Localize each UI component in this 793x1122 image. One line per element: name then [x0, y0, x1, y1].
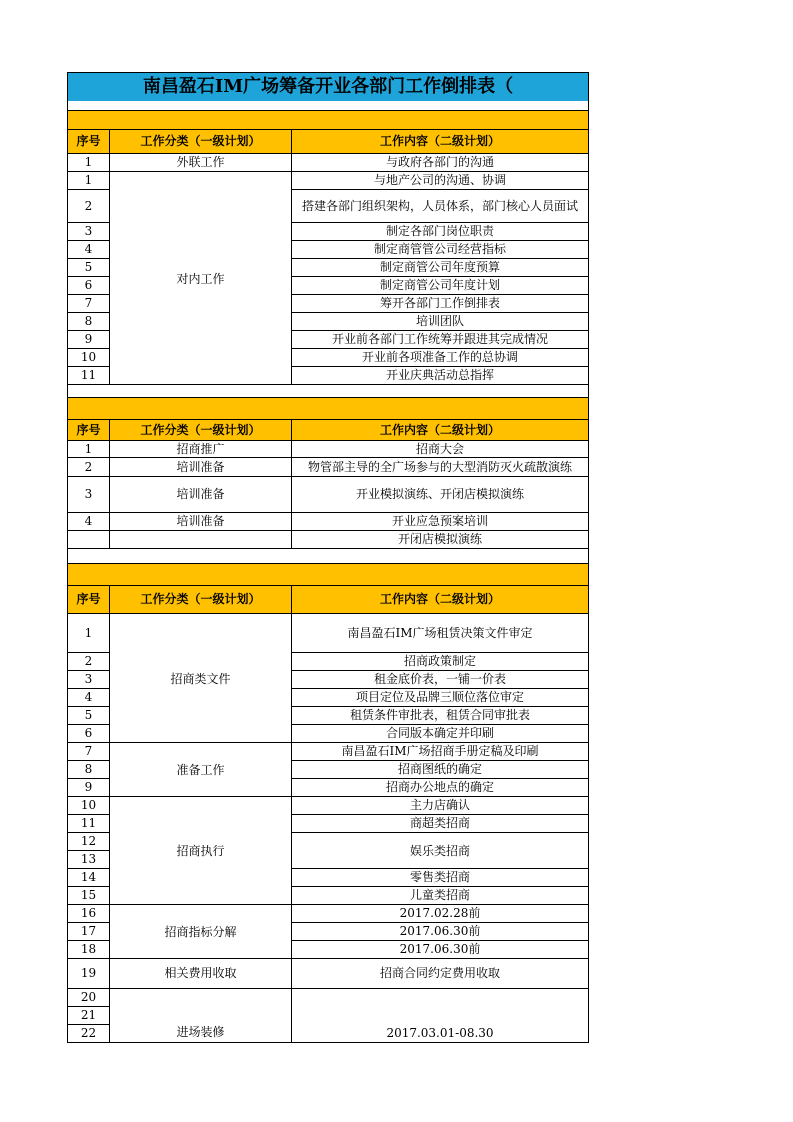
table-row: [67, 959, 589, 989]
table-row: [67, 154, 589, 172]
sheet-title: 南昌盈石IM广场筹备开业各部门工作倒排表（: [67, 72, 589, 101]
header-content: 工作内容（二级计划）: [291, 130, 589, 154]
row-content: 2017.06.30前: [291, 923, 589, 941]
section-band: [67, 398, 589, 420]
row-number: 6: [67, 277, 109, 295]
merged-category-cell: 进场装修: [109, 989, 291, 1043]
row-content: 搭建各部门组织架构，人员体系，部门核心人员面试: [291, 190, 589, 223]
row-content: 项目定位及品牌三顺位落位审定: [291, 689, 589, 707]
table-row: [67, 513, 589, 531]
header-content: 工作内容（二级计划）: [291, 586, 589, 614]
row-number: 5: [67, 259, 109, 277]
row-category: [109, 531, 291, 549]
row-number: 4: [67, 241, 109, 259]
row-content: 招商大会: [291, 441, 589, 458]
row-number: 9: [67, 331, 109, 349]
row-number: 7: [67, 743, 109, 761]
row-content: 物管部主导的全广场参与的大型消防灭火疏散演练: [291, 458, 589, 477]
row-number: 22: [67, 1025, 109, 1043]
row-number: 15: [67, 887, 109, 905]
row-content: 租赁条件审批表，租赁合同审批表: [291, 707, 589, 725]
row-number: 16: [67, 905, 109, 923]
merged-content-cell: 娱乐类招商: [291, 833, 589, 869]
row-content: 开业应急预案培训: [291, 513, 589, 531]
row-number: 2: [67, 458, 109, 477]
row-number: 6: [67, 725, 109, 743]
row-number: 4: [67, 513, 109, 531]
row-content: 2017.06.30前: [291, 941, 589, 959]
row-content: 制定商管管公司经营指标: [291, 241, 589, 259]
row-number: 4: [67, 689, 109, 707]
table-row: [67, 531, 589, 549]
row-number: 20: [67, 989, 109, 1007]
merged-category-cell: 招商类文件: [109, 614, 291, 743]
header-row: [67, 420, 589, 441]
row-number: 2: [67, 190, 109, 223]
row-number: 5: [67, 707, 109, 725]
row-content: 商超类招商: [291, 815, 589, 833]
row-content: 招商政策制定: [291, 653, 589, 671]
worksheet: [67, 72, 589, 1043]
row-content: 2017.02.28前: [291, 905, 589, 923]
section-1: [67, 154, 589, 385]
merged-category-cell: 招商指标分解: [109, 905, 291, 959]
row-number: 2: [67, 653, 109, 671]
section-band: [67, 564, 589, 586]
row-number: 1: [67, 172, 109, 190]
row-content: 与政府各部门的沟通: [291, 154, 589, 172]
row-number: 11: [67, 815, 109, 833]
row-content: 培训团队: [291, 313, 589, 331]
row-number: 10: [67, 797, 109, 815]
row-content: 零售类招商: [291, 869, 589, 887]
table-row: [67, 458, 589, 477]
row-content: 开业前各项准备工作的总协调: [291, 349, 589, 367]
blank-row: [67, 549, 589, 564]
row-category: 培训准备: [109, 513, 291, 531]
row-number: 11: [67, 367, 109, 385]
row-number: 14: [67, 869, 109, 887]
table-row: [67, 441, 589, 458]
row-number: 7: [67, 295, 109, 313]
row-number: 3: [67, 223, 109, 241]
header-no: 序号: [67, 586, 109, 614]
row-content: 招商合同约定费用收取: [291, 959, 589, 989]
row-content: 开业庆典活动总指挥: [291, 367, 589, 385]
row-category: 招商推广: [109, 441, 291, 458]
row-content: 筹开各部门工作倒排表: [291, 295, 589, 313]
merged-content-cell: 2017.03.01-08.30: [291, 989, 589, 1043]
section-3: [67, 614, 589, 1043]
row-content: 招商图纸的确定: [291, 761, 589, 779]
row-content: 与地产公司的沟通、协调: [291, 172, 589, 190]
blank-row: [67, 101, 589, 111]
row-content: 主力店确认: [291, 797, 589, 815]
header-row: [67, 130, 589, 154]
row-number: [67, 531, 109, 549]
row-content: 招商办公地点的确定: [291, 779, 589, 797]
row-number: 21: [67, 1007, 109, 1025]
row-number: 1: [67, 154, 109, 172]
row-number: 12: [67, 833, 109, 851]
row-content: 开业模拟演练、开闭店模拟演练: [291, 477, 589, 513]
section-2: [67, 441, 589, 549]
row-number: 10: [67, 349, 109, 367]
row-number: 13: [67, 851, 109, 869]
merged-category-cell: 准备工作: [109, 743, 291, 797]
row-number: 19: [67, 959, 109, 989]
row-content: 开业前各部门工作统筹并跟进其完成情况: [291, 331, 589, 349]
row-category: 外联工作: [109, 154, 291, 172]
header-content: 工作内容（二级计划）: [291, 420, 589, 441]
header-category: 工作分类（一级计划）: [109, 586, 291, 614]
row-number: 17: [67, 923, 109, 941]
merged-category-cell: 招商执行: [109, 797, 291, 905]
row-number: 3: [67, 477, 109, 513]
blank-row: [67, 385, 589, 398]
header-no: 序号: [67, 420, 109, 441]
row-number: 8: [67, 761, 109, 779]
row-category: 相关费用收取: [109, 959, 291, 989]
row-number: 8: [67, 313, 109, 331]
row-content: 合同版本确定并印刷: [291, 725, 589, 743]
row-content: 开闭店模拟演练: [291, 531, 589, 549]
header-category: 工作分类（一级计划）: [109, 130, 291, 154]
table-row: [67, 477, 589, 513]
row-content: 儿童类招商: [291, 887, 589, 905]
row-content: 制定各部门岗位职责: [291, 223, 589, 241]
row-content: 制定商管公司年度预算: [291, 259, 589, 277]
row-content: 南昌盈石IM广场租赁决策文件审定: [291, 614, 589, 653]
row-content: 南昌盈石IM广场招商手册定稿及印刷: [291, 743, 589, 761]
row-number: 18: [67, 941, 109, 959]
row-category: 培训准备: [109, 477, 291, 513]
row-number: 1: [67, 441, 109, 458]
row-number: 9: [67, 779, 109, 797]
row-content: 制定商管公司年度计划: [291, 277, 589, 295]
header-no: 序号: [67, 130, 109, 154]
merged-category-cell: 对内工作: [109, 172, 291, 385]
row-category: 培训准备: [109, 458, 291, 477]
header-category: 工作分类（一级计划）: [109, 420, 291, 441]
row-number: 3: [67, 671, 109, 689]
section-band: [67, 111, 589, 130]
row-number: 1: [67, 614, 109, 653]
header-row: [67, 586, 589, 614]
row-content: 租金底价表，一铺一价表: [291, 671, 589, 689]
